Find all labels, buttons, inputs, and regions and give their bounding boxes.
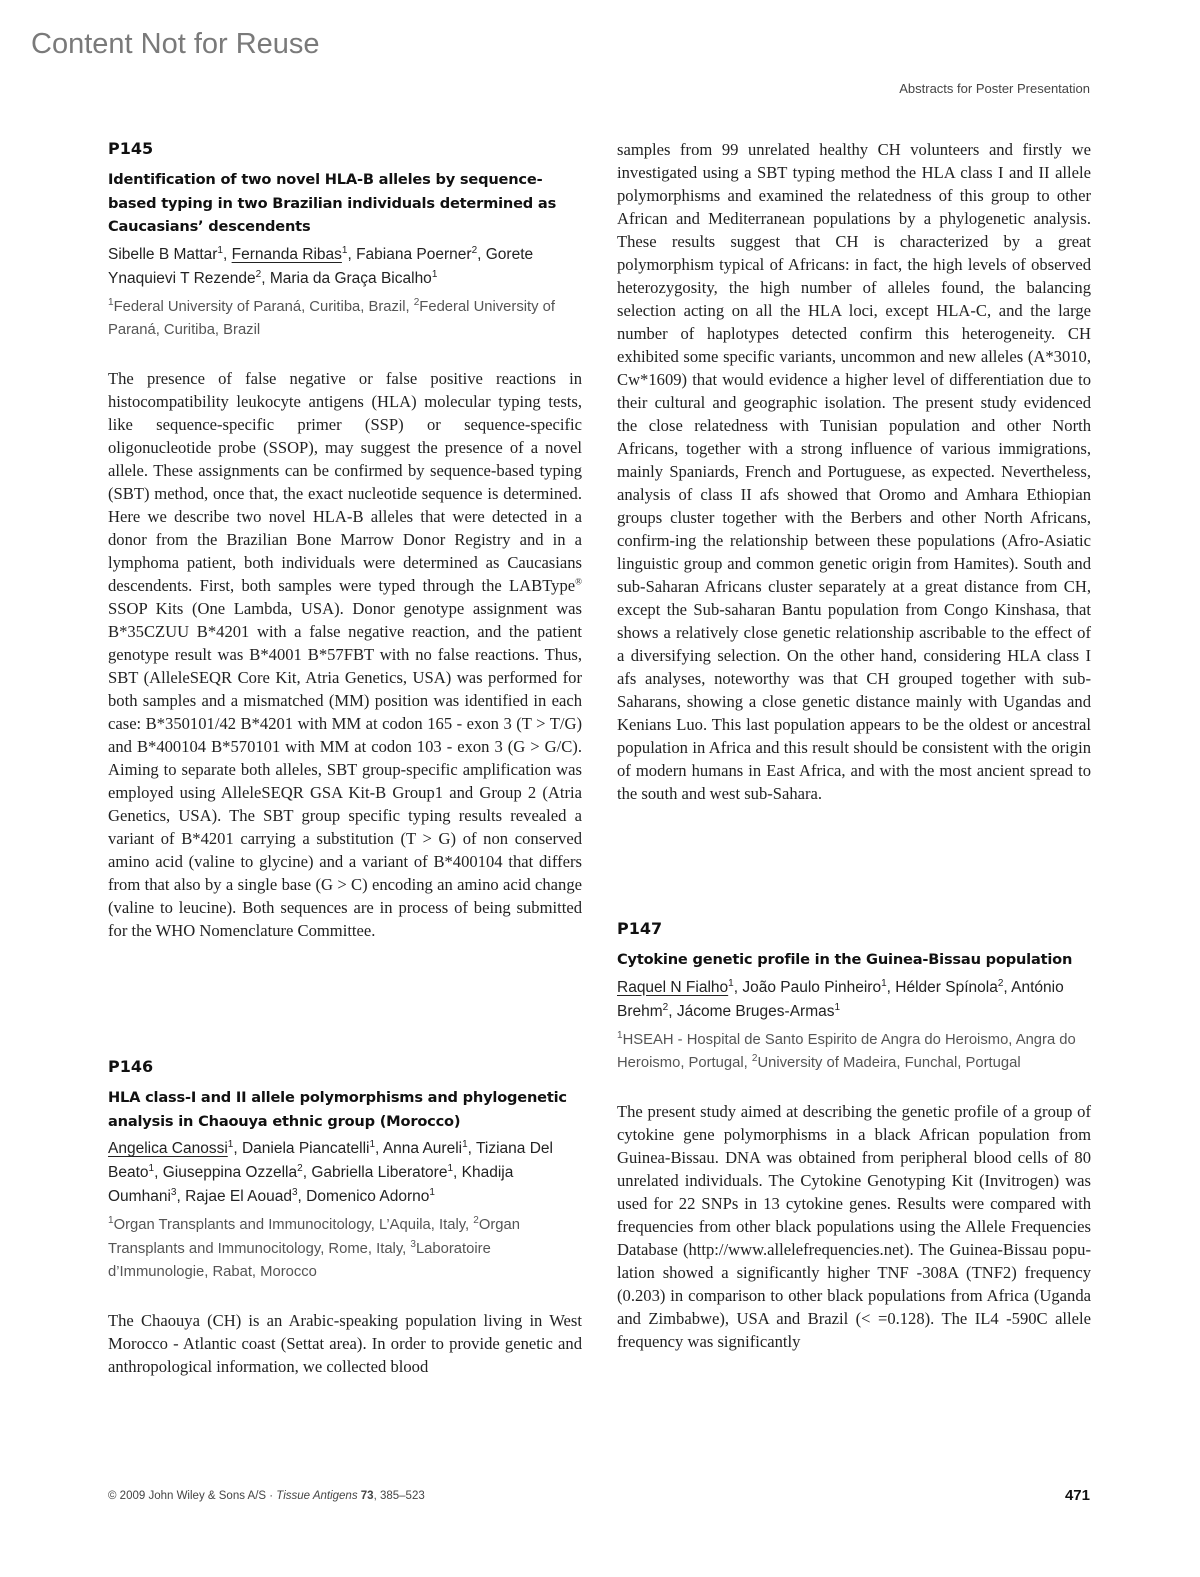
- abstract-body: The presence of false negative or false positive reactions in histocompatibility leukocyte antigens (HLA) molecular typing tests, like sequence-specific primer (SSP) or sequence-specific oligonucleotide probe (SSOP), may suggest the presence of a novel allele. These assignments can be confirmed by sequence-based typing (SBT) method, once that, the exact nucleotide sequence is determined. Here we describe two novel HLA-B alleles that were detected in a donor from the Brazilian Bone Marrow Donor Registry and in a lymphoma patient, both individuals were determined as Caucasians descendents. First, both samples were typed through the LABType® SSOP Kits (One Lambda, USA). Donor genotype assignment was B*35CZUU B*4201 with a false negative reaction, and the patient genotype result was B*4001 B*57FBT with no false reactions. Thus, SBT (AlleleSEQR Core Kit, Atria Genetics, USA) was performed for both samples and a mismatched (MM) position was identified in each case: B*350101/42 B*4201 with MM at codon 165 - exon 3 (T > T/G) and B*400104 B*570101 with MM at codon 103 - exon 3 (G > G/C). Aiming to separate both alleles, SBT group-specific amplification was employed using AlleleSEQR GSA Kit-B Group1 and Group 2 (Atria Genetics, USA). The SBT group specific typing results revealed a variant of B*4201 carrying a substitution (T > G) of non conserved amino acid (valine to glycine) and a variant of B*400104 that differs from that also by a single base (G > C) encoding an amino acid change (valine to leucine). Both sequences are in process of being submitted for the WHO Nomenclature Committee.: [108, 368, 582, 940]
- author: Anna Aureli$^1$: [382, 1138, 468, 1157]
- abstract-p146: [108, 1056, 582, 1378]
- author-presenter: Fernanda Ribas$^1$: [231, 244, 348, 263]
- abstract-title: Cytokine genetic profile in the Guinea-Bissau population: [617, 951, 1073, 968]
- author-presenter: Angelica Canossi$^1$: [108, 1138, 234, 1157]
- author: Maria da Graça Bicalho$^1$: [269, 268, 438, 287]
- abstract-body-part2: samples from 99 unrelated healthy CH volunteers and firstly we investigated using a SBT typing method the HLA class I and II allele polymorphisms and examined the relatedness of this group to other African and Mediterranean populations by a phylogenetic analysis. These results suggest that CH is characterized by a great polymorphism typical of Africans: in fact, the high levels of observed heterozygosity, the high number of alleles found, the balancing selection acting on all the HLA loci, except HLA-C, and the large number of haplotypes detected confirm this heterogeneity. CH exhibited some specific variants, uncommon and new alleles (A*3010, Cw*1609) that would evidence a higher level of differentiation due to their cultural and geographic isolation. The present study evidenced the close relatedness with Tunisian population and other North Africans, together with a strong influence of various immigrations, mainly Spaniards, French and Portuguese, as expected. Nevertheless, analysis of class II afs showed that Oromo and Amhara Ethiopian groups cluster together with the Berbers and other North Africans, confirm-ing the relationship between these populations (Afro-Asiatic linguistic group and common genetic origin from Hamites). South and sub-Saharan Africans cluster separately at a great distance from CH, except the Sub-saharan Bantu population from Congo Kinshasa, that shows a relatively close genetic relationship ascribable to the effect of a diversifying selection. On the other hand, considering HLA class I afs analyses, noteworthy was that CH grouped together with sub-Saharans, showing a close genetic distance mainly with Ugandas and Kenians Luo. This last population appears to be the oldest or ancestral population in Africa and this result should be consistent with the origin of modern humans in East Africa, and with the most ancient spread to the south and west sub-Sahara.: [617, 140, 1091, 803]
- affiliations: $^1$Federal University of Paraná, Curitiba, Brazil, $^2$Federal University of Paraná, Curitiba, Brazil: [108, 296, 555, 338]
- abstract-title: HLA class-I and II allele polymorphisms and phylogenetic analysis in Chaouya ethnic group (Morocco): [108, 1089, 567, 1130]
- author: João Paulo Pinheiro$^1$: [742, 977, 887, 996]
- affiliations: $^1$HSEAH - Hospital de Santo Espirito de Angra do Heroismo, Angra do Heroismo, Portugal, $^2$University of Madeira, Funchal, Portugal: [617, 1029, 1076, 1071]
- page-number: 471: [1064, 1487, 1090, 1504]
- author-list: Angelica Canossi$^1$, Daniela Piancatelli$^1$, Anna Aureli$^1$, Tiziana Del Beato$^1$, Giuseppina Ozzella$^2$, Gabriella Liberatore$^1$, Khadija Oumhani$^3$, Rajae El Aouad$^3$, Domenico Adorno$^1$: [108, 1138, 553, 1205]
- footer-citation: © 2009 John Wiley & Sons A/S · Tissue Antigens 73, 385–523: [108, 1490, 425, 1502]
- author: Giuseppina Ozzella$^2$: [162, 1162, 303, 1181]
- author: Gorete Ynaquievi T Rezende$^2$: [108, 245, 534, 287]
- author-presenter: Raquel N Fialho$^1$: [617, 977, 734, 996]
- author: Hélder Spínola$^2$: [895, 977, 1004, 996]
- author: Fabiana Poerner$^2$: [356, 244, 478, 263]
- abstract-p145: [108, 138, 582, 942]
- abstract-title: Identification of two novel HLA-B alleles by sequence-based typing in two Brazilian individuals determined as Caucasians’ descendents: [108, 171, 557, 235]
- abstract-id: P145: [108, 139, 154, 158]
- author: António Brehm$^2$: [617, 978, 1064, 1020]
- author: Jácome Bruges-Armas$^1$: [676, 1001, 841, 1020]
- author: Domenico Adorno$^1$: [306, 1186, 435, 1205]
- author: Sibelle B Mattar$^1$: [108, 244, 223, 263]
- author: Khadija Oumhani$^3$: [108, 1164, 514, 1205]
- abstract-id: P146: [108, 1057, 154, 1076]
- author: Rajae El Aouad$^3$: [185, 1186, 298, 1205]
- author: Gabriella Liberatore$^1$: [311, 1162, 454, 1181]
- author-list: Sibelle B Mattar$^1$, Fernanda Ribas$^1$, Fabiana Poerner$^2$, Gorete Ynaquievi T Rezende$^2$, Maria da Graça Bicalho$^1$: [108, 244, 534, 287]
- author-list: Raquel N Fialho$^1$, João Paulo Pinheiro$^1$, Hélder Spínola$^2$, António Brehm$^2$, Jácome Bruges-Armas$^1$: [617, 977, 1064, 1020]
- abstract-body: The present study aimed at describing the genetic profile of a group of cytokine gene polymorphisms in a black African population from Guinea-Bissau. DNA was obtained from peripheral blood cells of 80 unrelated individuals. The Cytokine Genotyping Kit (Invitrogen) was used for 22 SNPs in 13 cytokine genes. Results were compared with frequencies from other black populations using the Allele Frequencies Database (http://www.allelefrequencies.net). The Guinea-Bissau popu-lation showed a significantly higher TNF -308A (TNF2) frequency (0.203) in comparison to other black populations from Africa (Uganda and Zimbabwe), USA and Brazil (< =0.128). The IL4 -590C allele frequency was significantly: [617, 1101, 1091, 1351]
- author: Tiziana Del Beato$^1$: [108, 1140, 553, 1181]
- abstract-body-part1: The Chaouya (CH) is an Arabic-speaking population living in West Morocco - Atlantic coast (Settat area). In order to provide genetic and anthropological information, we collected blood: [108, 1310, 582, 1376]
- abstract-p147: [617, 918, 1091, 1353]
- affiliations: $^1$Organ Transplants and Immunocitology, L’Aquila, Italy, $^2$Organ Transplants and Immunocitology, Rome, Italy, $^3$Laboratoire d’Immunologie, Rabat, Morocco: [108, 1215, 520, 1280]
- author: Daniela Piancatelli$^1$: [241, 1138, 376, 1157]
- abstract-p146-continued: [617, 138, 1091, 805]
- abstract-id: P147: [617, 919, 663, 938]
- watermark: Content Not for Reuse: [31, 28, 320, 60]
- running-head: Abstracts for Poster Presentation: [899, 81, 1090, 96]
